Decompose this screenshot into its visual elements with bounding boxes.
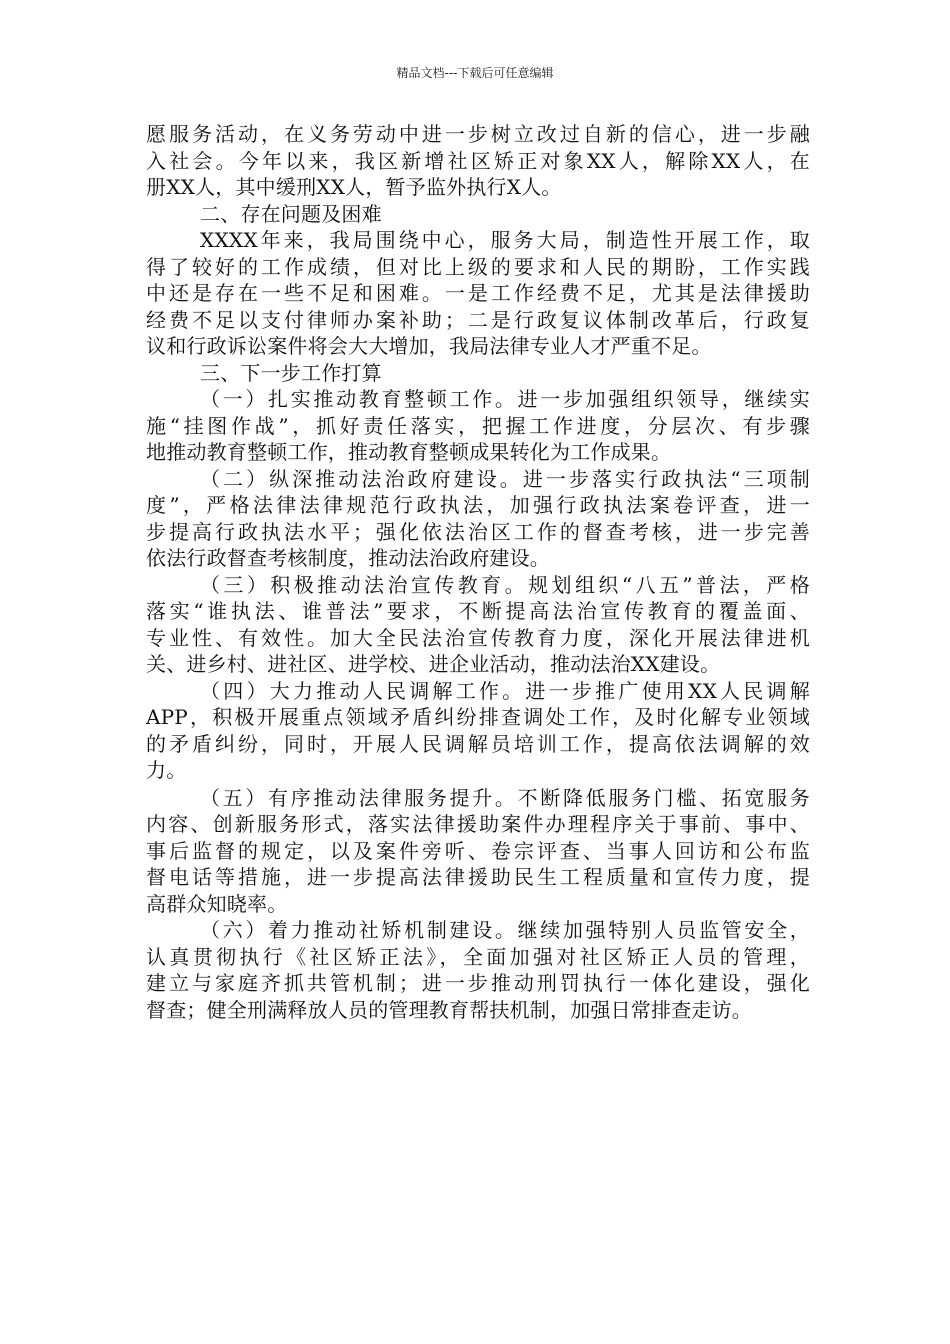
text-line: （六）着力推动社矫机制建设。继续加强特别人员监管安全，: [200, 918, 810, 942]
section-heading-problems: 二、存在问题及困难: [200, 201, 382, 226]
text-line: （四）大力推动人民调解工作。进一步推广使用XX人民调解: [200, 678, 810, 703]
section-heading-next-steps: 三、下一步工作打算: [200, 360, 382, 385]
document-body: [146, 121, 810, 1023]
text-line: 事后监督的规定，以及案件旁听、卷宗评查、当事人回访和公布监: [146, 838, 810, 863]
text-line: 经费不足以支付律师办案补助；二是行政复议体制改革后，行政复: [146, 307, 810, 332]
text-line: 专业性、有效性。加大全民法治宣传教育力度，深化开展法律进机: [146, 625, 810, 650]
text-line: 入社会。今年以来，我区新增社区矫正对象XX人，解除XX人，在: [146, 148, 810, 173]
text-line: APP，积极开展重点领域矛盾纠纷排查调处工作，及时化解专业领域: [146, 705, 810, 729]
text-line: 度”，严格法律法律规范行政执法，加强行政执法案卷评查，进一: [146, 493, 810, 517]
text-line: 督查；健全刑满释放人员的管理教育帮扶机制，加强日常排查走访。: [146, 997, 752, 1022]
text-line: 步提高行政执法水平；强化依法治区工作的督查考核，进一步完善: [146, 519, 810, 544]
text-line: 地推动教育整顿工作，推动教育整顿成果转化为工作成果。: [146, 440, 672, 464]
text-line: 中还是存在一些不足和困难。一是工作经费不足，尤其是法律援助: [146, 281, 810, 305]
text-line: 力。: [146, 758, 187, 782]
text-line: 愿服务活动，在义务劳动中进一步树立改过自新的信心，进一步融: [146, 122, 810, 146]
page-header: 精品文档---下载后可任意编辑: [396, 66, 554, 80]
text-line: 关、进乡村、进社区、进学校、进企业活动，推动法治XX建设。: [146, 652, 721, 676]
text-line: 依法行政督查考核制度，推动法治政府建设。: [146, 546, 550, 570]
text-line: 册XX人，其中缓刑XX人，暂予监外执行X人。: [146, 175, 562, 199]
text-line: （五）有序推动法律服务提升。不断降低服务门槛、拓宽服务: [200, 785, 810, 810]
text-line: 高群众知晓率。: [146, 891, 288, 916]
text-line: XXXX年来，我局围绕中心，服务大局，制造性开展工作，取: [200, 228, 810, 252]
text-line: 得了较好的工作成绩，但对比上级的要求和人民的期盼，工作实践: [146, 254, 810, 279]
text-line: （三）积极推动法治宣传教育。规划组织“八五”普法，严格: [200, 572, 810, 597]
text-line: 议和行政诉讼案件将会大大增加，我局法律专业人才严重不足。: [146, 334, 712, 358]
text-line: 落实“谁执法、谁普法”要求，不断提高法治宣传教育的覆盖面、: [146, 599, 810, 623]
text-line: （一）扎实推动教育整顿工作。进一步加强组织领导，继续实: [200, 387, 810, 411]
text-line: 内容、创新服务形式，落实法律援助案件办理程序关于事前、事中、: [146, 812, 810, 836]
text-line: 督电话等措施，进一步提高法律援助民生工程质量和宣传力度，提: [146, 865, 810, 889]
text-line: 认真贯彻执行《社区矫正法》，全面加强对社区矫正人员的管理，: [146, 944, 810, 969]
text-line: 建立与家庭齐抓共管机制；进一步推动刑罚执行一体化建设，强化: [146, 971, 810, 995]
text-line: 施“挂图作战”，抓好责任落实，把握工作进度，分层次、有步骤: [146, 413, 810, 438]
text-line: （二）纵深推动法治政府建设。进一步落实行政执法“三项制: [200, 466, 810, 491]
text-line: 的矛盾纠纷，同时，开展人民调解员培训工作，提高依法调解的效: [146, 731, 810, 756]
